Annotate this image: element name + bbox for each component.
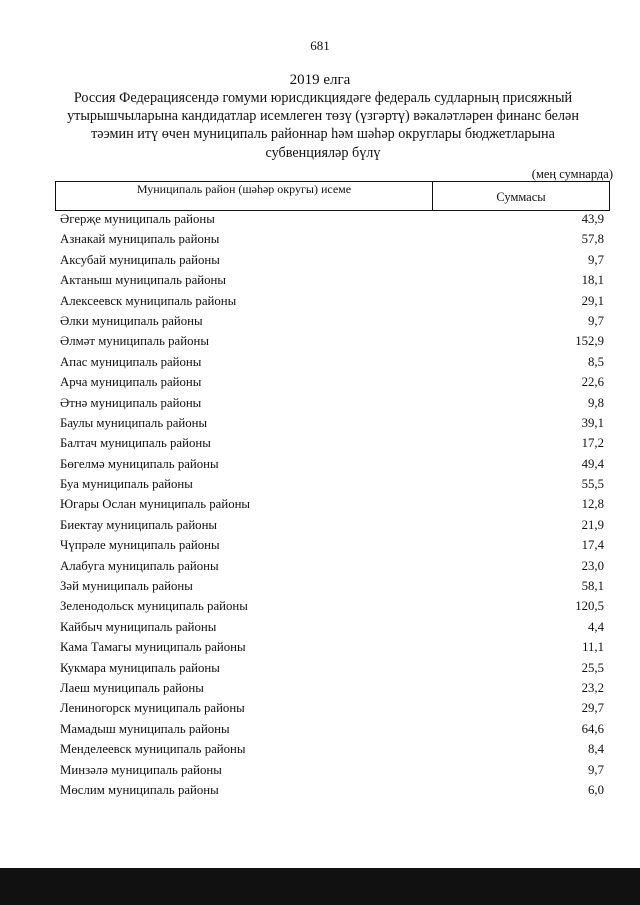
district-sum: 120,5 bbox=[575, 599, 604, 614]
table-row bbox=[60, 721, 604, 741]
table-row bbox=[60, 476, 604, 496]
district-name: Биектау муниципаль районы bbox=[60, 517, 218, 532]
district-sum: 39,1 bbox=[581, 415, 604, 430]
table-row bbox=[60, 639, 604, 659]
table-row bbox=[60, 782, 604, 802]
table-row bbox=[60, 660, 604, 680]
table-row bbox=[60, 598, 604, 618]
district-name: Кама Тамагы муниципаль районы bbox=[60, 640, 246, 655]
table-row bbox=[60, 333, 604, 353]
header-sum-column: Суммасы bbox=[496, 190, 546, 204]
table-row bbox=[60, 762, 604, 782]
district-sum: 6,0 bbox=[588, 782, 604, 797]
table-row bbox=[60, 231, 604, 251]
district-sum: 49,4 bbox=[581, 456, 604, 471]
district-sum: 29,7 bbox=[581, 701, 604, 716]
table-header bbox=[55, 181, 610, 211]
district-name: Аксубай муниципаль районы bbox=[60, 252, 220, 267]
district-name: Бөгелмә муниципаль районы bbox=[60, 456, 219, 471]
district-name: Зәй муниципаль районы bbox=[60, 579, 193, 594]
table-row bbox=[60, 456, 604, 476]
district-name: Лаеш муниципаль районы bbox=[60, 680, 204, 695]
year-heading: 2019 елга bbox=[289, 72, 351, 88]
table-body bbox=[60, 211, 604, 802]
table-row bbox=[60, 211, 604, 231]
district-sum: 55,5 bbox=[581, 477, 604, 492]
header-name-column: Муниципаль район (шәһәр округы) исеме bbox=[56, 182, 433, 210]
table-row bbox=[60, 272, 604, 292]
district-sum: 17,4 bbox=[581, 538, 604, 553]
district-sum: 43,9 bbox=[581, 212, 604, 226]
district-sum: 9,7 bbox=[588, 762, 604, 777]
units-note: (мең сумнарда) bbox=[531, 167, 613, 181]
district-sum: 23,2 bbox=[581, 680, 604, 695]
district-sum: 57,8 bbox=[581, 232, 604, 247]
district-name: Кукмара муниципаль районы bbox=[60, 660, 220, 675]
district-name: Әлмәт муниципаль районы bbox=[60, 334, 209, 349]
district-sum: 23,0 bbox=[581, 558, 604, 573]
district-sum: 9,7 bbox=[588, 313, 604, 328]
district-name: Әлки муниципаль районы bbox=[60, 313, 203, 328]
district-sum: 8,5 bbox=[588, 354, 604, 369]
bottom-scan-border bbox=[0, 868, 640, 905]
district-name: Апас муниципаль районы bbox=[60, 354, 202, 369]
table-row bbox=[60, 374, 604, 394]
document-title: Россия Федерациясендә гомуми юрисдикциядәге федераль судларның присяжный утырышчыларына кандидатлар исемлеген төзү (үзгәртү) вәкаләтләрен финанс белән тәэмин итү өчен муниципаль районнар һәм шәһәр округлары бюджетларына субвенцияләр бүлү bbox=[67, 90, 579, 161]
table-row bbox=[60, 619, 604, 639]
table-row bbox=[60, 578, 604, 598]
district-sum: 9,8 bbox=[588, 395, 604, 410]
district-sum: 18,1 bbox=[581, 273, 604, 288]
district-name: Әгерҗе муниципаль районы bbox=[60, 212, 215, 226]
district-name: Югары Ослан муниципаль районы bbox=[60, 497, 251, 512]
district-sum: 9,7 bbox=[588, 252, 604, 267]
district-name: Мамадыш муниципаль районы bbox=[60, 721, 230, 736]
district-name: Балтач муниципаль районы bbox=[60, 436, 211, 451]
district-sum: 22,6 bbox=[581, 375, 604, 390]
district-name: Чүпрәле муниципаль районы bbox=[60, 538, 220, 553]
table-row bbox=[60, 252, 604, 272]
district-sum: 11,1 bbox=[582, 640, 604, 655]
district-name: Баулы муниципаль районы bbox=[60, 415, 208, 430]
district-name: Арча муниципаль районы bbox=[60, 375, 202, 390]
table-row bbox=[60, 558, 604, 578]
district-name: Әтнә муниципаль районы bbox=[60, 395, 202, 410]
district-sum: 29,1 bbox=[581, 293, 604, 308]
district-sum: 25,5 bbox=[581, 660, 604, 675]
table-row bbox=[60, 313, 604, 333]
district-sum: 17,2 bbox=[581, 436, 604, 451]
table-row bbox=[60, 741, 604, 761]
district-name: Мөслим муниципаль районы bbox=[60, 782, 219, 797]
district-name: Актаныш муниципаль районы bbox=[60, 273, 226, 288]
district-name: Буа муниципаль районы bbox=[60, 477, 193, 492]
district-sum: 152,9 bbox=[575, 334, 604, 349]
table-row bbox=[60, 395, 604, 415]
table-row bbox=[60, 293, 604, 313]
table-row bbox=[60, 537, 604, 557]
district-name: Алабуга муниципаль районы bbox=[60, 558, 219, 573]
district-name: Азнакай муниципаль районы bbox=[60, 232, 220, 247]
district-name: Лениногорск муниципаль районы bbox=[60, 701, 245, 716]
district-sum: 21,9 bbox=[581, 517, 604, 532]
district-sum: 8,4 bbox=[588, 742, 604, 757]
district-name: Алексеевск муниципаль районы bbox=[60, 293, 237, 308]
district-name: Менделеевск муниципаль районы bbox=[60, 742, 246, 757]
table-row bbox=[60, 496, 604, 516]
table-row bbox=[60, 700, 604, 720]
district-sum: 12,8 bbox=[581, 497, 604, 512]
table-row bbox=[60, 680, 604, 700]
table-row bbox=[60, 354, 604, 374]
district-sum: 64,6 bbox=[581, 721, 604, 736]
district-sum: 4,4 bbox=[588, 619, 604, 634]
district-name: Зеленодольск муниципаль районы bbox=[60, 599, 248, 614]
district-sum: 58,1 bbox=[581, 579, 604, 594]
district-name: Минзәлә муниципаль районы bbox=[60, 762, 222, 777]
table-row bbox=[60, 435, 604, 455]
page-number: 681 bbox=[310, 38, 330, 53]
table-row bbox=[60, 415, 604, 435]
table-row bbox=[60, 517, 604, 537]
district-name: Кайбыч муниципаль районы bbox=[60, 619, 217, 634]
